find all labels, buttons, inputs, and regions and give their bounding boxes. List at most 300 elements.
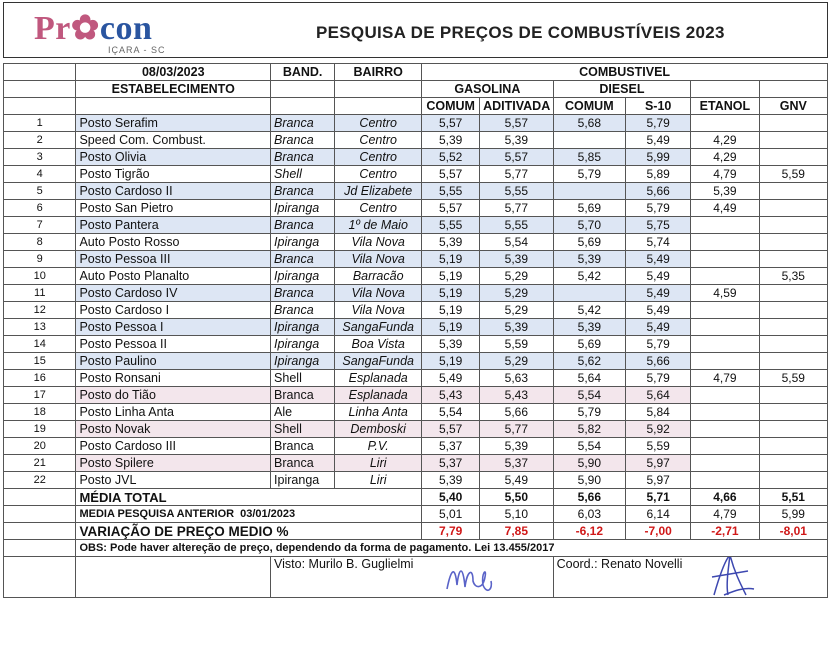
media-anterior-row-value: 6,03 — [553, 506, 625, 523]
table-row — [4, 438, 828, 455]
price-etanol: 4,49 — [691, 200, 759, 217]
station-district: Centro — [335, 149, 422, 166]
station-flag: Branca — [271, 183, 335, 200]
station-district: Vila Nova — [335, 285, 422, 302]
station-district: Centro — [335, 166, 422, 183]
table-row — [4, 268, 828, 285]
price-gnv — [759, 132, 827, 149]
table-row — [4, 166, 828, 183]
station-name: Posto Cardoso II — [76, 183, 271, 200]
price-diesel-comum: 5,68 — [553, 115, 625, 132]
price-diesel-s10: 5,92 — [626, 421, 691, 438]
price-gas-comum: 5,52 — [422, 149, 480, 166]
station-district: Centro — [335, 132, 422, 149]
price-diesel-s10: 5,59 — [626, 438, 691, 455]
row-number: 3 — [4, 149, 76, 166]
variacao-row-value: -7,00 — [626, 523, 691, 540]
price-diesel-comum: 5,90 — [553, 455, 625, 472]
price-diesel-comum: 5,39 — [553, 319, 625, 336]
price-etanol: 4,79 — [691, 166, 759, 183]
station-flag: Ipiranga — [271, 336, 335, 353]
price-table — [3, 63, 828, 598]
price-gnv — [759, 336, 827, 353]
row-number: 11 — [4, 285, 76, 302]
station-name: Posto Novak — [76, 421, 271, 438]
price-etanol — [691, 336, 759, 353]
price-diesel-comum: 5,69 — [553, 336, 625, 353]
price-diesel-s10: 5,49 — [626, 132, 691, 149]
media-anterior-row — [4, 506, 828, 523]
row-number: 12 — [4, 302, 76, 319]
bairro-header: BAIRRO — [335, 64, 422, 81]
media-total-row — [4, 489, 828, 506]
media-anterior-row-value: 6,14 — [626, 506, 691, 523]
header-row-3 — [4, 98, 828, 115]
station-name: Posto San Pietro — [76, 200, 271, 217]
obs-note: OBS: Pode haver altereção de preço, dependendo da forma de pagamento. Lei 13.455/2017 — [76, 540, 828, 557]
price-gnv — [759, 438, 827, 455]
table-row — [4, 183, 828, 200]
document-header — [3, 2, 828, 58]
band-header: BAND. — [271, 64, 335, 81]
price-etanol — [691, 387, 759, 404]
price-gnv: 5,35 — [759, 268, 827, 285]
price-gnv — [759, 149, 827, 166]
row-number: 18 — [4, 404, 76, 421]
price-diesel-s10: 5,49 — [626, 251, 691, 268]
price-diesel-s10: 5,66 — [626, 353, 691, 370]
coord-label: Coord.: Renato Novelli — [556, 557, 683, 571]
station-flag: Branca — [271, 285, 335, 302]
price-gnv — [759, 183, 827, 200]
station-name: Posto Cardoso III — [76, 438, 271, 455]
price-etanol — [691, 455, 759, 472]
station-flag: Branca — [271, 302, 335, 319]
station-flag: Shell — [271, 421, 335, 438]
sub-header-gnv: GNV — [759, 98, 827, 115]
price-gas-comum: 5,19 — [422, 251, 480, 268]
media-anterior-row-value: 5,10 — [480, 506, 553, 523]
price-gas-comum: 5,39 — [422, 132, 480, 149]
price-diesel-comum: 5,42 — [553, 268, 625, 285]
station-flag: Ale — [271, 404, 335, 421]
coord-cell — [553, 557, 827, 598]
price-gas-aditivada: 5,39 — [480, 319, 553, 336]
price-diesel-comum: 5,39 — [553, 251, 625, 268]
price-diesel-s10: 5,49 — [626, 319, 691, 336]
station-flag: Branca — [271, 387, 335, 404]
table-row — [4, 404, 828, 421]
price-diesel-comum — [553, 285, 625, 302]
station-name: Posto Pessoa II — [76, 336, 271, 353]
station-name: Auto Posto Rosso — [76, 234, 271, 251]
row-number: 8 — [4, 234, 76, 251]
price-diesel-comum: 5,69 — [553, 200, 625, 217]
price-diesel-comum: 5,54 — [553, 387, 625, 404]
row-number: 19 — [4, 421, 76, 438]
price-gas-aditivada: 5,39 — [480, 438, 553, 455]
price-gas-comum: 5,55 — [422, 183, 480, 200]
station-district: Vila Nova — [335, 234, 422, 251]
price-gnv — [759, 455, 827, 472]
media-total-row-value: 5,50 — [480, 489, 553, 506]
price-gnv — [759, 251, 827, 268]
price-etanol — [691, 404, 759, 421]
estabelecimento-header: ESTABELECIMENTO — [76, 81, 271, 98]
price-diesel-s10: 5,64 — [626, 387, 691, 404]
price-gas-aditivada: 5,49 — [480, 472, 553, 489]
media-total-row-value: 5,66 — [553, 489, 625, 506]
price-diesel-s10: 5,89 — [626, 166, 691, 183]
price-diesel-comum — [553, 132, 625, 149]
sub-header-diesel-comum: COMUM — [553, 98, 625, 115]
row-number: 4 — [4, 166, 76, 183]
price-diesel-s10: 5,49 — [626, 285, 691, 302]
station-district: SangaFunda — [335, 353, 422, 370]
media-total-row-value: 4,66 — [691, 489, 759, 506]
media-total-row-value: 5,40 — [422, 489, 480, 506]
price-gas-aditivada: 5,37 — [480, 455, 553, 472]
station-name: Posto Olivia — [76, 149, 271, 166]
price-etanol — [691, 302, 759, 319]
visto-cell — [271, 557, 554, 598]
signature-row — [4, 557, 828, 598]
price-gas-aditivada: 5,55 — [480, 183, 553, 200]
price-gnv — [759, 472, 827, 489]
price-gas-comum: 5,57 — [422, 421, 480, 438]
station-name: Posto Spilere — [76, 455, 271, 472]
price-etanol — [691, 319, 759, 336]
station-district: Esplanada — [335, 387, 422, 404]
table-row — [4, 370, 828, 387]
price-gas-aditivada: 5,29 — [480, 268, 553, 285]
row-number: 14 — [4, 336, 76, 353]
row-number: 10 — [4, 268, 76, 285]
price-diesel-comum: 5,69 — [553, 234, 625, 251]
diesel-header: DIESEL — [553, 81, 691, 98]
media-anterior-row-label — [76, 506, 422, 523]
table-row — [4, 336, 828, 353]
station-name: Posto Ronsani — [76, 370, 271, 387]
price-survey-sheet — [3, 2, 828, 643]
table-row — [4, 149, 828, 166]
logo-pre: Pr — [34, 10, 71, 47]
price-gas-comum: 5,39 — [422, 234, 480, 251]
price-diesel-comum — [553, 183, 625, 200]
price-diesel-comum: 5,54 — [553, 438, 625, 455]
station-flag: Branca — [271, 251, 335, 268]
station-name: Posto Serafim — [76, 115, 271, 132]
price-gas-comum: 5,57 — [422, 200, 480, 217]
station-district: Jd Elizabete — [335, 183, 422, 200]
logo-subtitle: IÇARA - SC — [108, 45, 166, 55]
price-gas-comum: 5,54 — [422, 404, 480, 421]
station-flag: Ipiranga — [271, 319, 335, 336]
combustivel-header: COMBUSTIVEL — [422, 64, 828, 81]
station-flag: Branca — [271, 149, 335, 166]
row-number: 7 — [4, 217, 76, 234]
media-total-row-value: 5,51 — [759, 489, 827, 506]
price-etanol — [691, 268, 759, 285]
price-gas-comum: 5,19 — [422, 353, 480, 370]
sub-header-etanol: ETANOL — [691, 98, 759, 115]
station-district: Centro — [335, 115, 422, 132]
price-etanol: 4,79 — [691, 370, 759, 387]
price-gnv — [759, 234, 827, 251]
visto-label: Visto: Murilo B. Guglielmi — [274, 557, 414, 571]
price-gnv — [759, 302, 827, 319]
price-etanol — [691, 421, 759, 438]
station-name: Posto Pessoa III — [76, 251, 271, 268]
station-district: Linha Anta — [335, 404, 422, 421]
station-flag: Branca — [271, 438, 335, 455]
price-diesel-s10: 5,49 — [626, 302, 691, 319]
price-gas-comum: 5,19 — [422, 268, 480, 285]
price-gas-aditivada: 5,55 — [480, 217, 553, 234]
table-row — [4, 200, 828, 217]
row-number: 21 — [4, 455, 76, 472]
header-row-1 — [4, 64, 828, 81]
station-flag: Ipiranga — [271, 234, 335, 251]
price-etanol: 4,59 — [691, 285, 759, 302]
logo-post: con — [99, 10, 153, 47]
row-number: 6 — [4, 200, 76, 217]
price-gnv — [759, 387, 827, 404]
price-gas-comum: 5,19 — [422, 285, 480, 302]
price-gas-aditivada: 5,43 — [480, 387, 553, 404]
station-district: P.V. — [335, 438, 422, 455]
station-name: Posto Pantera — [76, 217, 271, 234]
station-name: Posto Tigrão — [76, 166, 271, 183]
station-flag: Shell — [271, 166, 335, 183]
price-diesel-s10: 5,97 — [626, 455, 691, 472]
station-district: Liri — [335, 455, 422, 472]
sub-header-diesel-s10: S-10 — [626, 98, 691, 115]
price-gas-aditivada: 5,77 — [480, 421, 553, 438]
price-gas-aditivada: 5,39 — [480, 132, 553, 149]
table-row — [4, 455, 828, 472]
media-anterior-row-value: 5,99 — [759, 506, 827, 523]
price-gas-aditivada: 5,77 — [480, 200, 553, 217]
row-number: 20 — [4, 438, 76, 455]
price-diesel-comum: 5,82 — [553, 421, 625, 438]
price-gas-comum: 5,19 — [422, 319, 480, 336]
table-row — [4, 115, 828, 132]
row-number: 1 — [4, 115, 76, 132]
variacao-row-value: 7,79 — [422, 523, 480, 540]
price-etanol — [691, 353, 759, 370]
station-district: Vila Nova — [335, 302, 422, 319]
station-name: Speed Com. Combust. — [76, 132, 271, 149]
station-name: Posto Pessoa I — [76, 319, 271, 336]
row-number: 5 — [4, 183, 76, 200]
media-anterior-row-date: 03/01/2023 — [240, 507, 296, 520]
price-diesel-comum: 5,64 — [553, 370, 625, 387]
price-gnv — [759, 319, 827, 336]
price-diesel-s10: 5,99 — [626, 149, 691, 166]
media-total-row-label: MÉDIA TOTAL — [76, 489, 422, 506]
media-total-row-value: 5,71 — [626, 489, 691, 506]
row-number: 15 — [4, 353, 76, 370]
price-etanol: 4,29 — [691, 149, 759, 166]
station-district: Demboski — [335, 421, 422, 438]
table-row — [4, 387, 828, 404]
price-gas-comum: 5,57 — [422, 166, 480, 183]
station-flag: Ipiranga — [271, 268, 335, 285]
station-flag: Ipiranga — [271, 200, 335, 217]
row-number: 16 — [4, 370, 76, 387]
table-row — [4, 285, 828, 302]
price-gas-comum: 5,37 — [422, 455, 480, 472]
sub-header-gas-aditivada: ADITIVADA — [480, 98, 553, 115]
station-flag: Shell — [271, 370, 335, 387]
row-number: 2 — [4, 132, 76, 149]
price-gnv — [759, 404, 827, 421]
price-etanol — [691, 115, 759, 132]
station-name: Posto Cardoso IV — [76, 285, 271, 302]
price-diesel-s10: 5,79 — [626, 200, 691, 217]
price-diesel-comum: 5,85 — [553, 149, 625, 166]
station-name: Auto Posto Planalto — [76, 268, 271, 285]
price-gnv — [759, 217, 827, 234]
variacao-row-value: -8,01 — [759, 523, 827, 540]
procon-logo — [34, 9, 194, 53]
station-name: Posto Paulino — [76, 353, 271, 370]
price-gnv — [759, 115, 827, 132]
price-gas-comum: 5,39 — [422, 472, 480, 489]
logo-flower-icon: ✿ — [70, 10, 100, 47]
variacao-row — [4, 523, 828, 540]
station-name: Posto Cardoso I — [76, 302, 271, 319]
station-flag: Branca — [271, 455, 335, 472]
price-diesel-s10: 5,49 — [626, 268, 691, 285]
variacao-row-label: VARIAÇÃO DE PREÇO MEDIO % — [76, 523, 422, 540]
table-row — [4, 234, 828, 251]
station-name: Posto JVL — [76, 472, 271, 489]
price-diesel-s10: 5,75 — [626, 217, 691, 234]
station-district: Esplanada — [335, 370, 422, 387]
table-row — [4, 353, 828, 370]
price-diesel-s10: 5,66 — [626, 183, 691, 200]
row-number: 9 — [4, 251, 76, 268]
variacao-row-value: 7,85 — [480, 523, 553, 540]
price-diesel-s10: 5,79 — [626, 370, 691, 387]
price-diesel-comum: 5,79 — [553, 166, 625, 183]
table-row — [4, 319, 828, 336]
gasolina-header: GASOLINA — [422, 81, 553, 98]
price-gas-aditivada: 5,63 — [480, 370, 553, 387]
station-flag: Branca — [271, 217, 335, 234]
price-gas-comum: 5,19 — [422, 302, 480, 319]
price-diesel-comum: 5,79 — [553, 404, 625, 421]
price-diesel-s10: 5,84 — [626, 404, 691, 421]
price-diesel-comum: 5,62 — [553, 353, 625, 370]
station-name: Posto do Tião — [76, 387, 271, 404]
price-etanol — [691, 217, 759, 234]
price-gas-aditivada: 5,54 — [480, 234, 553, 251]
price-gas-comum: 5,49 — [422, 370, 480, 387]
price-diesel-comum: 5,90 — [553, 472, 625, 489]
price-gas-aditivada: 5,57 — [480, 149, 553, 166]
price-etanol: 5,39 — [691, 183, 759, 200]
row-number: 17 — [4, 387, 76, 404]
price-gnv: 5,59 — [759, 370, 827, 387]
price-gas-comum: 5,43 — [422, 387, 480, 404]
price-etanol — [691, 251, 759, 268]
station-district: Barracão — [335, 268, 422, 285]
price-etanol — [691, 472, 759, 489]
price-gas-aditivada: 5,77 — [480, 166, 553, 183]
table-row — [4, 421, 828, 438]
price-diesel-s10: 5,74 — [626, 234, 691, 251]
price-gas-aditivada: 5,57 — [480, 115, 553, 132]
station-flag: Branca — [271, 132, 335, 149]
row-number: 22 — [4, 472, 76, 489]
price-gas-aditivada: 5,39 — [480, 251, 553, 268]
price-gas-comum: 5,57 — [422, 115, 480, 132]
price-gas-comum: 5,37 — [422, 438, 480, 455]
price-gnv — [759, 200, 827, 217]
price-gas-aditivada: 5,29 — [480, 302, 553, 319]
table-row — [4, 472, 828, 489]
price-diesel-comum: 5,42 — [553, 302, 625, 319]
station-district: SangaFunda — [335, 319, 422, 336]
station-name: Posto Linha Anta — [76, 404, 271, 421]
row-number: 13 — [4, 319, 76, 336]
price-gas-comum: 5,55 — [422, 217, 480, 234]
price-diesel-s10: 5,79 — [626, 115, 691, 132]
price-gas-aditivada: 5,59 — [480, 336, 553, 353]
obs-row — [4, 540, 828, 557]
price-diesel-s10: 5,97 — [626, 472, 691, 489]
table-row — [4, 302, 828, 319]
station-district: Boa Vista — [335, 336, 422, 353]
price-gas-comum: 5,39 — [422, 336, 480, 353]
date-cell: 08/03/2023 — [76, 64, 271, 81]
media-anterior-row-value: 5,01 — [422, 506, 480, 523]
station-flag: Ipiranga — [271, 353, 335, 370]
station-flag: Ipiranga — [271, 472, 335, 489]
coord-signature — [704, 557, 764, 598]
station-district: Centro — [335, 200, 422, 217]
price-gnv: 5,59 — [759, 166, 827, 183]
table-row — [4, 217, 828, 234]
visto-signature — [443, 559, 513, 597]
table-row — [4, 251, 828, 268]
price-gas-aditivada: 5,29 — [480, 285, 553, 302]
price-gas-aditivada: 5,29 — [480, 353, 553, 370]
station-district: 1º de Maio — [335, 217, 422, 234]
price-diesel-comum: 5,70 — [553, 217, 625, 234]
price-etanol — [691, 234, 759, 251]
sub-header-gas-comum: COMUM — [422, 98, 480, 115]
station-flag: Branca — [271, 115, 335, 132]
price-gnv — [759, 285, 827, 302]
header-row-2 — [4, 81, 828, 98]
price-diesel-s10: 5,79 — [626, 336, 691, 353]
price-gnv — [759, 353, 827, 370]
page-title: PESQUISA DE PREÇOS DE COMBUSTÍVEIS 2023 — [316, 23, 725, 42]
media-anterior-row-value: 4,79 — [691, 506, 759, 523]
station-district: Liri — [335, 472, 422, 489]
price-etanol: 4,29 — [691, 132, 759, 149]
price-etanol — [691, 438, 759, 455]
variacao-row-value: -6,12 — [553, 523, 625, 540]
media-anterior-row-label-text: MEDIA PESQUISA ANTERIOR — [79, 507, 235, 520]
price-gnv — [759, 421, 827, 438]
station-district: Vila Nova — [335, 251, 422, 268]
table-row — [4, 132, 828, 149]
